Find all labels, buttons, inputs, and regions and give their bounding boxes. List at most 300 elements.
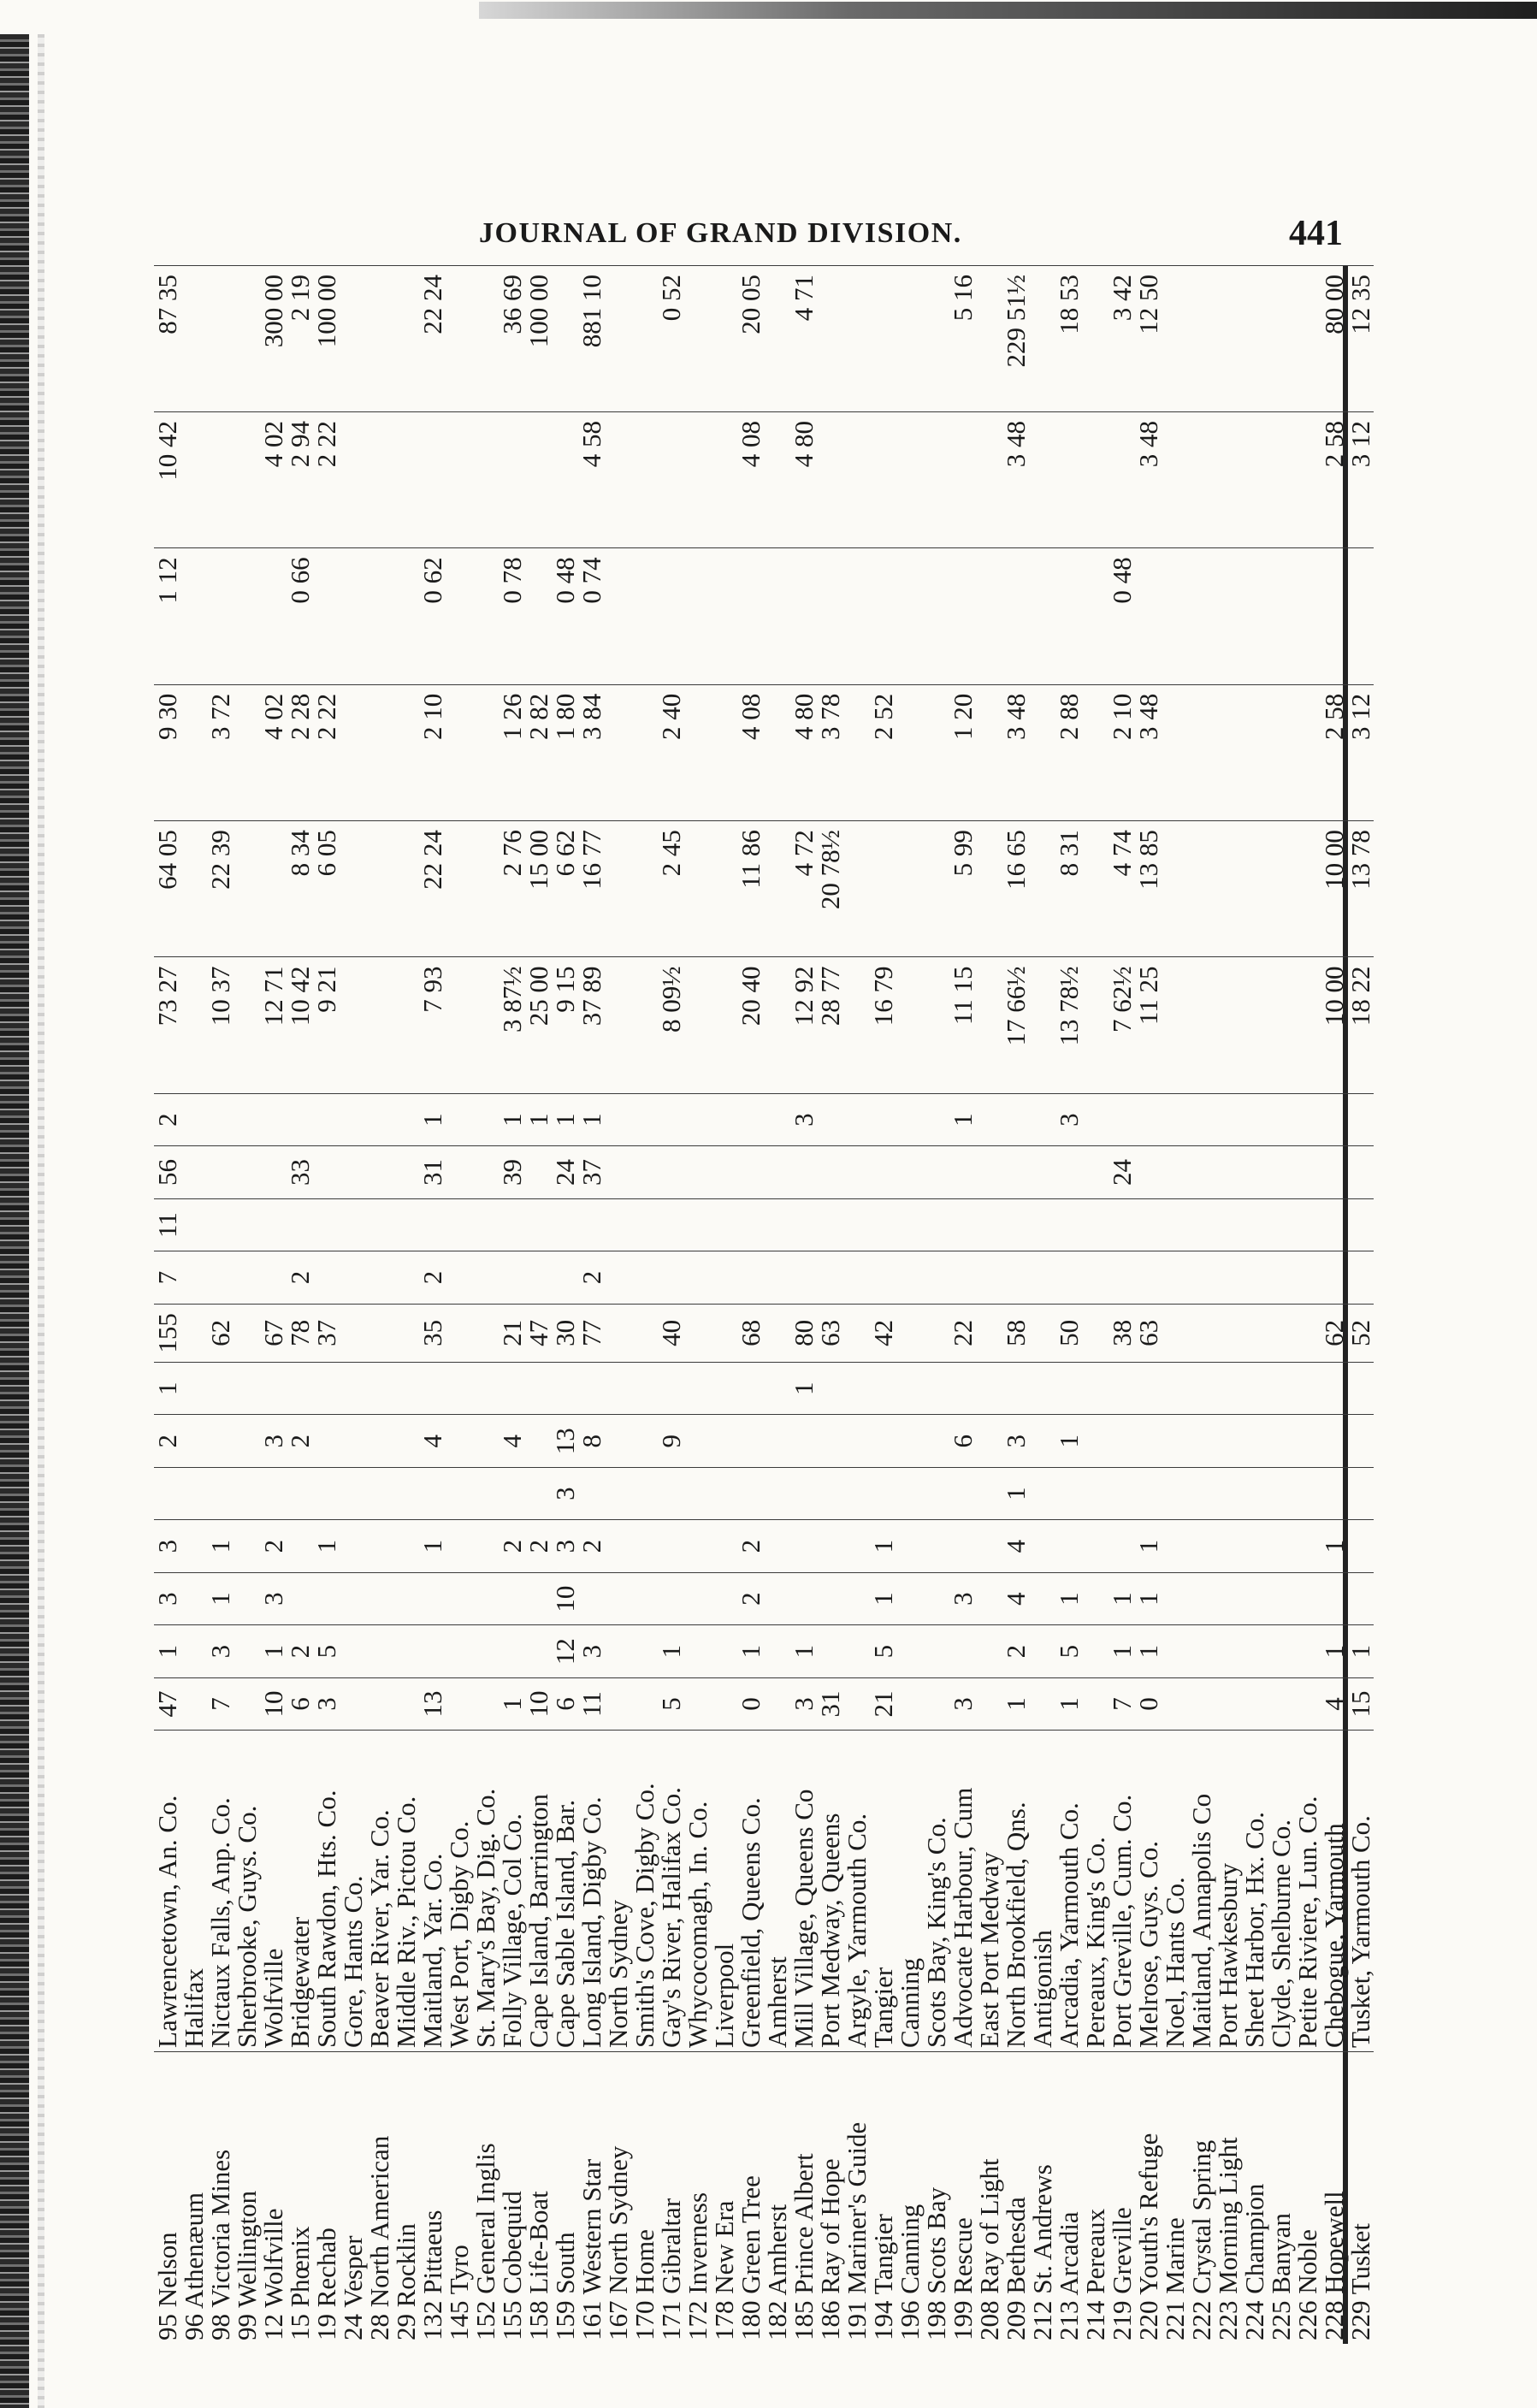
cell-col-11 (180, 1146, 207, 1198)
cell-col-1: 6 (287, 1677, 313, 1730)
cell-col-18 (1268, 266, 1294, 412)
cell-col-17 (446, 411, 472, 547)
table-row (207, 266, 234, 2345)
cell-col-3 (817, 1572, 843, 1624)
cell-col-9 (976, 1251, 1002, 1304)
lodge-name: 225 Banyan (1268, 2051, 1294, 2344)
cell-col-10 (393, 1198, 419, 1251)
cell-col-9 (1029, 1251, 1055, 1304)
cell-col-3 (1321, 1572, 1347, 1624)
cell-col-17 (1108, 411, 1135, 547)
cell-col-3: 4 (1002, 1572, 1029, 1624)
cell-col-12: 2 (154, 1093, 180, 1145)
cell-col-10 (180, 1198, 207, 1251)
cell-col-7 (711, 1363, 737, 1415)
cell-col-2 (1215, 1625, 1241, 1677)
cell-col-2 (684, 1625, 711, 1677)
cell-col-1: 1 (1002, 1677, 1029, 1730)
cell-col-17 (525, 411, 552, 547)
cell-col-10 (1241, 1198, 1268, 1251)
cell-col-12 (393, 1093, 419, 1145)
cell-col-5 (234, 1467, 260, 1519)
cell-col-13 (605, 957, 631, 1093)
cell-col-2: 1 (260, 1625, 287, 1677)
cell-col-9 (949, 1251, 976, 1304)
cell-col-12: 1 (419, 1093, 446, 1145)
cell-col-9 (1321, 1251, 1347, 1304)
cell-col-17 (605, 411, 631, 547)
cell-col-10 (1055, 1198, 1082, 1251)
cell-col-15 (1215, 684, 1241, 820)
cell-col-11 (340, 1146, 366, 1198)
cell-col-2 (711, 1625, 737, 1677)
cell-col-18: 881 10 (578, 266, 605, 412)
cell-col-12 (870, 1093, 896, 1145)
cell-col-12 (207, 1093, 234, 1145)
cell-col-5 (737, 1467, 764, 1519)
cell-col-10 (525, 1198, 552, 1251)
cell-col-3 (1188, 1572, 1215, 1624)
cell-col-11 (817, 1146, 843, 1198)
lodge-location: Smith's Cove, Digby Co. (631, 1731, 658, 2052)
cell-col-18: 100 00 (525, 266, 552, 412)
cell-col-12 (1108, 1093, 1135, 1145)
cell-col-13: 10 42 (287, 957, 313, 1093)
cell-col-8: 62 (207, 1304, 234, 1362)
scan-edge-bar (479, 2, 1537, 19)
cell-col-8 (1241, 1304, 1268, 1362)
table-row (843, 266, 870, 2345)
cell-col-2: 3 (207, 1625, 234, 1677)
cell-col-6 (1029, 1415, 1055, 1467)
lodge-location: Chebogue, Yarmouth (1321, 1731, 1347, 2052)
lodge-location: Mill Village, Queens Co (790, 1731, 817, 2052)
cell-col-8 (684, 1304, 711, 1362)
cell-col-1 (340, 1677, 366, 1730)
lodge-name: 98 Victoria Mines (207, 2051, 234, 2344)
cell-col-14 (234, 821, 260, 957)
cell-col-15 (1029, 684, 1055, 820)
lodge-name: 159 South (552, 2051, 578, 2344)
cell-col-17 (366, 411, 393, 547)
cell-col-16 (1029, 548, 1055, 684)
cell-col-8: 155 (154, 1304, 180, 1362)
cell-col-5 (446, 1467, 472, 1519)
cell-col-3 (287, 1572, 313, 1624)
lodge-name: 158 Life-Boat (525, 2051, 552, 2344)
cell-col-16: 0 66 (287, 548, 313, 684)
cell-col-13 (843, 957, 870, 1093)
cell-col-11 (870, 1146, 896, 1198)
cell-col-8 (1215, 1304, 1241, 1362)
cell-col-3 (711, 1572, 737, 1624)
cell-col-2: 1 (154, 1625, 180, 1677)
cell-col-3: 1 (1108, 1572, 1135, 1624)
lodge-name: 185 Prince Albert (790, 2051, 817, 2344)
cell-col-12: 1 (525, 1093, 552, 1145)
cell-col-8: 50 (1055, 1304, 1082, 1362)
cell-col-4 (1082, 1520, 1108, 1572)
lodge-name: 226 Noble (1294, 2051, 1321, 2344)
cell-col-5 (1055, 1467, 1082, 1519)
cell-col-14: 8 34 (287, 821, 313, 957)
table-row (154, 266, 180, 2345)
cell-col-6: 1 (1055, 1415, 1082, 1467)
table-row (1294, 266, 1321, 2345)
cell-col-2 (896, 1625, 923, 1677)
cell-col-7 (287, 1363, 313, 1415)
cell-col-16 (260, 548, 287, 684)
table-row (1162, 266, 1188, 2345)
cell-col-4: 1 (207, 1520, 234, 1572)
cell-col-1 (234, 1677, 260, 1730)
cell-col-5 (207, 1467, 234, 1519)
cell-col-12 (1162, 1093, 1188, 1145)
cell-col-17 (1215, 411, 1241, 547)
cell-col-7 (552, 1363, 578, 1415)
cell-col-5 (1162, 1467, 1188, 1519)
cell-col-17 (843, 411, 870, 547)
table-row (180, 266, 207, 2345)
cell-col-13: 73 27 (154, 957, 180, 1093)
lodge-name: 196 Canning (896, 2051, 923, 2344)
cell-col-3 (764, 1572, 790, 1624)
cell-col-15 (764, 684, 790, 820)
cell-col-11 (1215, 1146, 1241, 1198)
cell-col-16 (790, 548, 817, 684)
cell-col-6: 3 (1002, 1415, 1029, 1467)
cell-col-17 (340, 411, 366, 547)
cell-col-6 (631, 1415, 658, 1467)
cell-col-15 (923, 684, 949, 820)
cell-col-16 (843, 548, 870, 684)
cell-col-1 (393, 1677, 419, 1730)
cell-col-9 (684, 1251, 711, 1304)
cell-col-9 (366, 1251, 393, 1304)
cell-col-3 (896, 1572, 923, 1624)
cell-col-12 (923, 1093, 949, 1145)
cell-col-2 (366, 1625, 393, 1677)
cell-col-7 (525, 1363, 552, 1415)
cell-col-14 (1162, 821, 1188, 957)
cell-col-18: 80 00 (1321, 266, 1347, 412)
lodge-location: St. Mary's Bay, Dig. Co. (472, 1731, 499, 2052)
cell-col-5 (1188, 1467, 1215, 1519)
cell-col-6 (1321, 1415, 1347, 1467)
cell-col-15: 3 78 (817, 684, 843, 820)
cell-col-1 (1162, 1677, 1188, 1730)
cell-col-15 (340, 684, 366, 820)
cell-col-3 (180, 1572, 207, 1624)
cell-col-17 (817, 411, 843, 547)
cell-col-5 (578, 1467, 605, 1519)
cell-col-11 (1135, 1146, 1162, 1198)
cell-col-9 (790, 1251, 817, 1304)
cell-col-12 (472, 1093, 499, 1145)
cell-col-18 (1029, 266, 1055, 412)
lodge-name: 224 Champion (1241, 2051, 1268, 2344)
cell-col-6 (313, 1415, 340, 1467)
lodge-name: 214 Pereaux (1082, 2051, 1108, 2344)
cell-col-11 (1294, 1146, 1321, 1198)
cell-col-3 (578, 1572, 605, 1624)
cell-col-10 (1082, 1198, 1108, 1251)
cell-col-11 (737, 1146, 764, 1198)
cell-col-18 (684, 266, 711, 412)
cell-col-12 (313, 1093, 340, 1145)
cell-col-16: 0 48 (1108, 548, 1135, 684)
cell-col-5 (366, 1467, 393, 1519)
cell-col-7 (419, 1363, 446, 1415)
cell-col-10 (1215, 1198, 1241, 1251)
cell-col-6 (976, 1415, 1002, 1467)
lodge-location: Amherst (764, 1731, 790, 2052)
cell-col-18 (1241, 266, 1268, 412)
lodge-name: 145 Tyro (446, 2051, 472, 2344)
cell-col-13 (976, 957, 1002, 1093)
cell-col-18 (472, 266, 499, 412)
cell-col-14: 22 39 (207, 821, 234, 957)
cell-col-6 (737, 1415, 764, 1467)
cell-col-16 (1347, 548, 1374, 684)
lodge-location: Lawrencetown, An. Co. (154, 1731, 180, 2052)
cell-col-2 (525, 1625, 552, 1677)
cell-col-9 (1082, 1251, 1108, 1304)
table-row (366, 266, 393, 2345)
cell-col-7: 1 (790, 1363, 817, 1415)
lodge-name: 132 Pittaeus (419, 2051, 446, 2344)
cell-col-4 (287, 1520, 313, 1572)
cell-col-11 (1188, 1146, 1215, 1198)
cell-col-6 (472, 1415, 499, 1467)
cell-col-10 (499, 1198, 525, 1251)
cell-col-12: 1 (499, 1093, 525, 1145)
cell-col-10 (949, 1198, 976, 1251)
cell-col-8: 35 (419, 1304, 446, 1362)
cell-col-1: 5 (658, 1677, 684, 1730)
cell-col-13 (896, 957, 923, 1093)
cell-col-8: 37 (313, 1304, 340, 1362)
cell-col-18 (976, 266, 1002, 412)
cell-col-1 (843, 1677, 870, 1730)
lodge-name: 180 Green Tree (737, 2051, 764, 2344)
cell-col-3 (472, 1572, 499, 1624)
cell-col-12 (446, 1093, 472, 1145)
cell-col-17 (658, 411, 684, 547)
cell-col-14 (870, 821, 896, 957)
cell-col-3 (631, 1572, 658, 1624)
lodge-location: Maitland, Yar. Co. (419, 1731, 446, 2052)
cell-col-12 (764, 1093, 790, 1145)
cell-col-17: 10 42 (154, 411, 180, 547)
table-row (472, 266, 499, 2345)
cell-col-18 (896, 266, 923, 412)
cell-col-17 (896, 411, 923, 547)
cell-col-12 (1321, 1093, 1347, 1145)
cell-col-11: 39 (499, 1146, 525, 1198)
table-row (1241, 266, 1268, 2345)
cell-col-9 (1055, 1251, 1082, 1304)
cell-col-5 (1321, 1467, 1347, 1519)
cell-col-3 (499, 1572, 525, 1624)
cell-col-13: 18 22 (1347, 957, 1374, 1093)
cell-col-12 (260, 1093, 287, 1145)
cell-col-17 (499, 411, 525, 547)
cell-col-5 (870, 1467, 896, 1519)
table-row (1082, 266, 1108, 2345)
cell-col-18: 87 35 (154, 266, 180, 412)
cell-col-2 (393, 1625, 419, 1677)
cell-col-1 (1215, 1677, 1241, 1730)
cell-col-18 (366, 266, 393, 412)
table-row (764, 266, 790, 2345)
cell-col-2 (340, 1625, 366, 1677)
cell-col-9 (1135, 1251, 1162, 1304)
cell-col-13: 13 78½ (1055, 957, 1082, 1093)
table-row (552, 266, 578, 2345)
cell-col-9 (870, 1251, 896, 1304)
cell-col-13: 8 09½ (658, 957, 684, 1093)
cell-col-15 (976, 684, 1002, 820)
cell-col-15 (1268, 684, 1294, 820)
cell-col-1 (1188, 1677, 1215, 1730)
cell-col-1 (446, 1677, 472, 1730)
cell-col-4 (234, 1520, 260, 1572)
cell-col-10 (631, 1198, 658, 1251)
cell-col-18 (1188, 266, 1215, 412)
lodge-location: Tusket, Yarmouth Co. (1347, 1731, 1374, 2052)
cell-col-9 (1108, 1251, 1135, 1304)
cell-col-3: 3 (154, 1572, 180, 1624)
cell-col-17 (1162, 411, 1188, 547)
lodge-location: South Rawdon, Hts. Co. (313, 1731, 340, 2052)
cell-col-2 (817, 1625, 843, 1677)
cell-col-7 (366, 1363, 393, 1415)
cell-col-15 (631, 684, 658, 820)
cell-col-4 (711, 1520, 737, 1572)
cell-col-7 (393, 1363, 419, 1415)
cell-col-17: 3 48 (1002, 411, 1029, 547)
cell-col-3 (923, 1572, 949, 1624)
cell-col-17 (472, 411, 499, 547)
cell-col-14 (764, 821, 790, 957)
cell-col-8 (180, 1304, 207, 1362)
cell-col-15: 1 26 (499, 684, 525, 820)
cell-col-18: 36 69 (499, 266, 525, 412)
cell-col-11: 56 (154, 1146, 180, 1198)
cell-col-12 (817, 1093, 843, 1145)
lodge-name: 229 Tusket (1347, 2051, 1374, 2344)
cell-col-17 (684, 411, 711, 547)
cell-col-14 (1082, 821, 1108, 957)
lodge-location: West Port, Digby Co. (446, 1731, 472, 2052)
cell-col-7 (1321, 1363, 1347, 1415)
cell-col-11 (366, 1146, 393, 1198)
cell-col-4: 3 (552, 1520, 578, 1572)
lodge-location: Greenfield, Queens Co. (737, 1731, 764, 2052)
cell-col-18 (446, 266, 472, 412)
table-row (949, 266, 976, 2345)
cell-col-12 (896, 1093, 923, 1145)
cell-col-6 (1162, 1415, 1188, 1467)
cell-col-7 (684, 1363, 711, 1415)
cell-col-15: 2 28 (287, 684, 313, 820)
cell-col-17: 2 94 (287, 411, 313, 547)
cell-col-4 (1347, 1520, 1374, 1572)
cell-col-4 (764, 1520, 790, 1572)
cell-col-14: 2 45 (658, 821, 684, 957)
cell-col-1 (631, 1677, 658, 1730)
lodge-location: Sheet Harbor, Hx. Co. (1241, 1731, 1268, 2052)
cell-col-15 (1294, 684, 1321, 820)
cell-col-15: 3 72 (207, 684, 234, 820)
cell-col-9 (180, 1251, 207, 1304)
cell-col-1: 3 (949, 1677, 976, 1730)
cell-col-4: 1 (419, 1520, 446, 1572)
cell-col-2: 1 (1108, 1625, 1135, 1677)
cell-col-8: 22 (949, 1304, 976, 1362)
cell-col-7 (1082, 1363, 1108, 1415)
cell-col-12: 1 (578, 1093, 605, 1145)
cell-col-5 (260, 1467, 287, 1519)
cell-col-9 (313, 1251, 340, 1304)
cell-col-18 (393, 266, 419, 412)
cell-col-17 (234, 411, 260, 547)
cell-col-11 (1029, 1146, 1055, 1198)
cell-col-10 (207, 1198, 234, 1251)
table-row (525, 266, 552, 2345)
lodge-name: 152 General Inglis (472, 2051, 499, 2344)
cell-col-2 (472, 1625, 499, 1677)
cell-col-10 (419, 1198, 446, 1251)
cell-col-10 (1135, 1198, 1162, 1251)
cell-col-2 (1241, 1625, 1268, 1677)
cell-col-9 (631, 1251, 658, 1304)
table-row (923, 266, 949, 2345)
cell-col-14: 11 86 (737, 821, 764, 957)
cell-col-5 (472, 1467, 499, 1519)
cell-col-15: 1 80 (552, 684, 578, 820)
cell-col-12 (1215, 1093, 1241, 1145)
cell-col-9 (923, 1251, 949, 1304)
cell-col-5 (1215, 1467, 1241, 1519)
cell-col-15: 3 48 (1135, 684, 1162, 820)
cell-col-10 (870, 1198, 896, 1251)
cell-col-8 (472, 1304, 499, 1362)
cell-col-18 (923, 266, 949, 412)
cell-col-9 (658, 1251, 684, 1304)
cell-col-16 (1055, 548, 1082, 684)
cell-col-10 (1268, 1198, 1294, 1251)
cell-col-9 (393, 1251, 419, 1304)
lodge-name: 96 Athenæum (180, 2051, 207, 2344)
cell-col-12 (605, 1093, 631, 1145)
cell-col-1 (1029, 1677, 1055, 1730)
cell-col-14 (605, 821, 631, 957)
cell-col-17 (631, 411, 658, 547)
cell-col-16: 1 12 (154, 548, 180, 684)
cell-col-5 (287, 1467, 313, 1519)
lodge-name: 198 Scots Bay (923, 2051, 949, 2344)
cell-col-1 (366, 1677, 393, 1730)
cell-col-3 (1268, 1572, 1294, 1624)
cell-col-4 (340, 1520, 366, 1572)
cell-col-14: 22 24 (419, 821, 446, 957)
cell-col-8: 63 (817, 1304, 843, 1362)
cell-col-1: 13 (419, 1677, 446, 1730)
cell-col-11 (790, 1146, 817, 1198)
cell-col-15 (446, 684, 472, 820)
